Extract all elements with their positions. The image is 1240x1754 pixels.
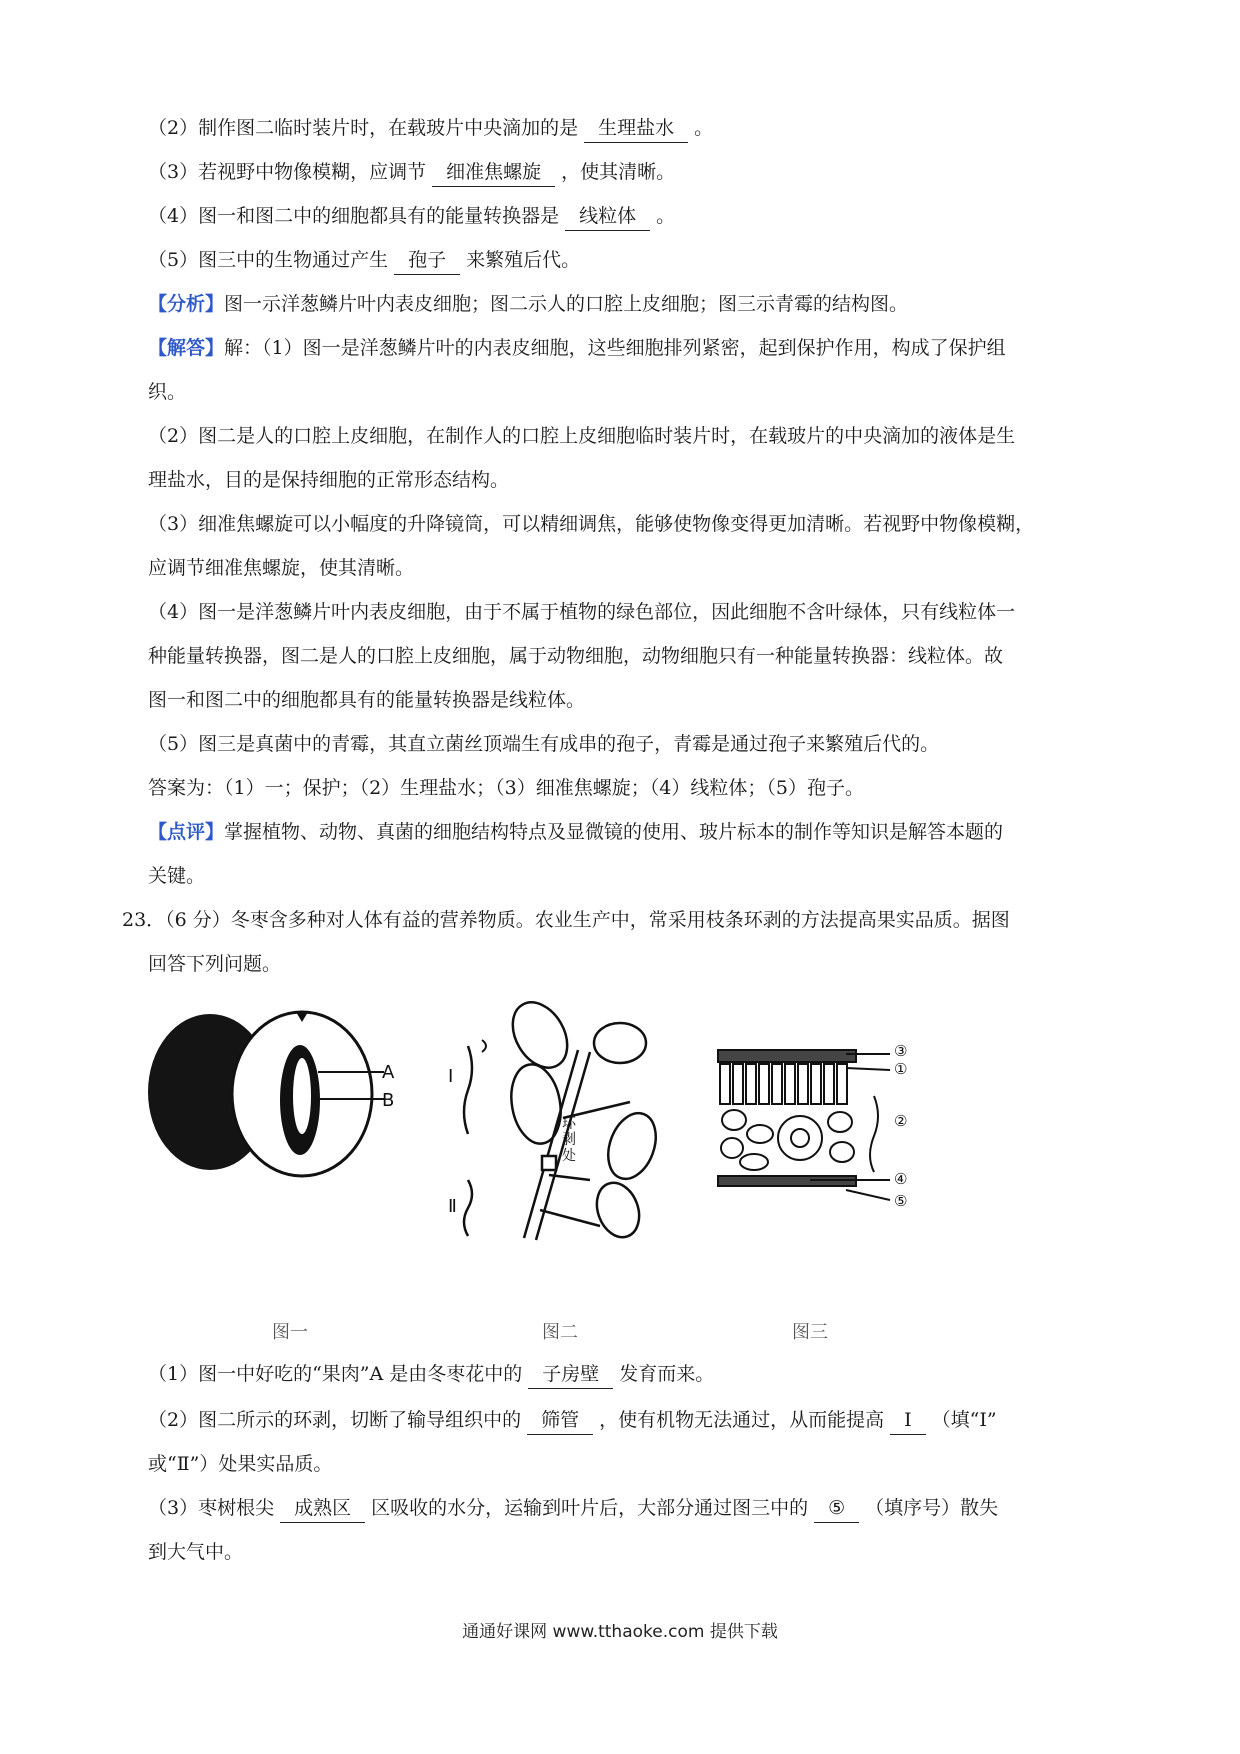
- answer-line-3b: [148, 554, 414, 582]
- answer-text: 图一和图二中的细胞都具有的能量转换器是线粒体。: [148, 689, 586, 711]
- text: ，使有机物无法通过，从而能提高: [599, 1409, 885, 1431]
- answer-line-2b: [148, 466, 509, 494]
- fig1-label-b: B: [382, 1090, 395, 1111]
- answer-text: 解：（1）图一是洋葱鳞片叶的内表皮细胞，这些细胞排列紧密，起到保护作用，构成了保护组: [224, 337, 1006, 359]
- analysis-text: 图一示洋葱鳞片叶内表皮细胞；图二示人的口腔上皮细胞；图三示青霉的结构图。: [224, 293, 909, 315]
- answer-summary: [148, 774, 864, 802]
- answer-blank: Ⅰ: [890, 1406, 926, 1435]
- question-line-5: [148, 246, 580, 275]
- q23-stem: 回答下列问题。: [148, 953, 282, 975]
- answer-line-3a: [148, 510, 1034, 538]
- page-footer: 通通好课网 www.tthaoke.com 提供下载: [462, 1622, 778, 1642]
- comment-line: [148, 818, 1003, 846]
- leaf-icon: [505, 1060, 566, 1147]
- figure-1-caption: 图一: [272, 1322, 308, 1343]
- fig3-mark-3: ③: [894, 1042, 908, 1060]
- text: 。: [656, 205, 676, 227]
- palisade-cells: [720, 1064, 847, 1104]
- text: （3）若视野中物像模糊，应调节: [148, 161, 427, 183]
- answer-text: 织。: [148, 381, 187, 403]
- text: （2）制作图二临时装片时，在载玻片中央滴加的是: [148, 117, 579, 139]
- text: 。: [694, 117, 714, 139]
- text: （填序号）散失: [865, 1497, 999, 1519]
- question-line-2: [148, 114, 713, 143]
- text: 区吸收的水分，运输到叶片后，大部分通过图三中的: [371, 1497, 809, 1519]
- answer-text: （2）图二是人的口腔上皮细胞，在制作人的口腔上皮细胞临时装片时，在载玻片的中央滴加的液体是生: [148, 425, 1016, 447]
- text: （2）图二所示的环剥，切断了输导组织中的: [148, 1409, 522, 1431]
- text: （4）图一和图二中的细胞都具有的能量转换器是: [148, 205, 560, 227]
- q23-sub-3: [148, 1494, 998, 1523]
- question-line-4: [148, 202, 675, 231]
- answer-line-1b: [148, 378, 186, 406]
- fig2-girdling-label: 环剥处: [562, 1116, 576, 1164]
- fig2-label-i: Ⅰ: [448, 1066, 454, 1087]
- answer-line-2a: [148, 422, 1015, 450]
- answer-text: （5）图三是真菌中的青霉，其直立菌丝顶端生有成串的孢子，青霉是通过孢子来繁殖后代的。: [148, 733, 940, 755]
- q23-stem: 23．（6 分）冬枣含多种对人体有益的营养物质。农业生产中，常采用枝条环剥的方法提高果实品质。据图: [122, 909, 1010, 931]
- answer-line-4a: [148, 598, 1015, 626]
- answer-line-1a: [148, 334, 1006, 362]
- text: （3）枣树根尖: [148, 1497, 275, 1519]
- answer-blank: 子房壁: [528, 1360, 613, 1389]
- answer-text: （4）图一是洋葱鳞片叶内表皮细胞，由于不属于植物的绿色部位，因此细胞不含叶绿体，只有线粒体一: [148, 601, 1016, 623]
- text: （1）图一中好吃的“果肉”A 是由冬枣花中的: [148, 1363, 523, 1385]
- comment-line-b: [148, 862, 205, 890]
- answer-blank: 细准焦螺旋: [432, 158, 555, 187]
- text: （填“Ⅰ”: [931, 1409, 997, 1431]
- leaf-icon: [502, 993, 579, 1078]
- q23-sub-2b: [148, 1450, 332, 1478]
- answer-line-5: [148, 730, 939, 758]
- text: （5）图三中的生物通过产生: [148, 249, 389, 271]
- fruit-seed-icon: [280, 1045, 320, 1155]
- fig2-label-ii: Ⅱ: [448, 1196, 457, 1217]
- answer-blank: ⑤: [814, 1494, 859, 1523]
- fig1-label-a: A: [382, 1062, 395, 1083]
- q23-stem-b: [148, 950, 281, 978]
- q23-stem-a: [122, 906, 1010, 934]
- q23-sub-1: [148, 1360, 714, 1389]
- text: 或“Ⅱ”）处果实品质。: [148, 1453, 333, 1475]
- leaf-icon: [600, 1107, 665, 1186]
- fruit-whole-icon: [148, 1014, 272, 1170]
- fig3-mark-5: ⑤: [894, 1192, 908, 1210]
- answer-text: （3）细准焦螺旋可以小幅度的升降镜筒，可以精细调焦，能够使物像变得更加清晰。若视野中物像模糊，: [148, 513, 1035, 535]
- vein-icon: [778, 1116, 822, 1160]
- comment-text: 关键。: [148, 865, 206, 887]
- answer-text: 理盐水，目的是保持细胞的正常形态结构。: [148, 469, 510, 491]
- figure-2-caption: 图二: [542, 1322, 578, 1343]
- text: 发育而来。: [619, 1363, 715, 1385]
- comment-tag: 【点评】: [148, 821, 225, 843]
- text: 来繁殖后代。: [466, 249, 581, 271]
- analysis-tag: 【分析】: [148, 293, 225, 315]
- figure-3-leaf-section: [718, 1050, 890, 1200]
- fruit-section-icon: [232, 1012, 372, 1176]
- answer-blank: 孢子: [394, 246, 460, 275]
- leaf-icon: [590, 1177, 647, 1243]
- analysis-line: [148, 290, 908, 318]
- fig3-mark-2: ②: [894, 1112, 908, 1130]
- text: 到大气中。: [148, 1541, 244, 1563]
- fig3-mark-1: ①: [894, 1060, 908, 1078]
- answer-blank: 成熟区: [280, 1494, 365, 1523]
- answer-blank: 筛管: [527, 1406, 593, 1435]
- question-line-3: [148, 158, 675, 187]
- comment-text: 掌握植物、动物、真菌的细胞结构特点及显微镜的使用、玻片标本的制作等知识是解答本题的: [224, 821, 1004, 843]
- answer-text: 种能量转换器，图二是人的口腔上皮细胞，属于动物细胞，动物细胞只有一种能量转换器：线粒体。故: [148, 645, 1004, 667]
- leaf-icon: [594, 1023, 646, 1063]
- text: ，使其清晰。: [561, 161, 676, 183]
- answer-summary-text: 答案为：（1）一；保护；（2）生理盐水；（3）细准焦螺旋；（4）线粒体；（5）孢子。: [148, 777, 864, 799]
- figure-3-caption: 图三: [792, 1322, 828, 1343]
- answer-text: 应调节细准焦螺旋，使其清晰。: [148, 557, 415, 579]
- answer-tag: 【解答】: [148, 337, 225, 359]
- answer-blank: 线粒体: [565, 202, 650, 231]
- figure-1-fruit: [148, 1012, 384, 1176]
- q23-sub-2: [148, 1406, 997, 1435]
- q23-sub-3b: [148, 1538, 243, 1566]
- fig3-mark-4: ④: [894, 1170, 908, 1188]
- answer-blank: 生理盐水: [584, 114, 688, 143]
- answer-line-4b: [148, 642, 1003, 670]
- answer-line-4c: [148, 686, 585, 714]
